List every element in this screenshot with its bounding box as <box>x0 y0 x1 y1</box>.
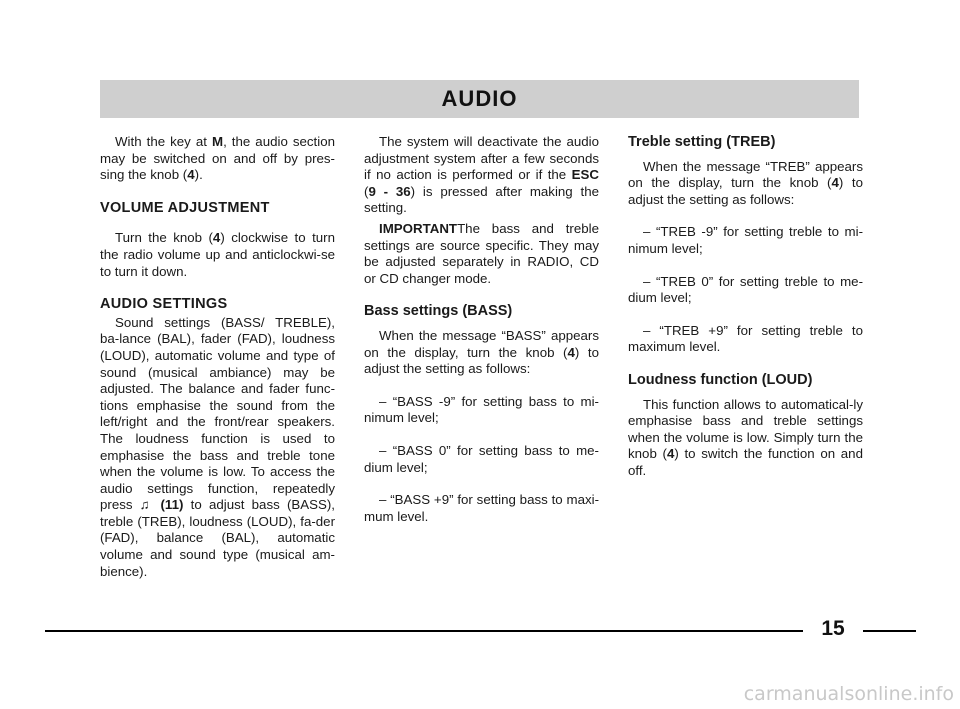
loudness-paragraph: This function allows to automatical-ly emphasise bass and treble settings when the volume is low. Simply turn the knob (4) to switch the function on and off. <box>628 396 863 478</box>
column-2 <box>364 134 599 541</box>
audio-settings-paragraph: Sound settings (BASS/ TREBLE), ba-lance (BAL), fader (FAD), loudness (LOUD), automatic volume and type of sound (musical ambiance) may be adjusted. The balance and fader func-tions emphasise the sound from the left/right and the front/rear speakers. The loudness function is used to emphasise the bass and treble tone when the volume is low. To access the audio settings function, repeatedly press ♫ (11) to adjust bass (BASS), treble (TREB), loudness (LOUD), fa-der (FAD), balance (BAL), automatic volume and sound type (musical am-bience). <box>100 314 335 579</box>
bass-heading: Bass settings (BASS) <box>364 303 513 320</box>
footer-rule-right <box>863 630 916 632</box>
intro-paragraph: With the key at M, the audio section may be switched on and off by pres-sing the knob (4). <box>100 134 335 183</box>
volume-paragraph: Turn the knob (4) clockwise to turn the radio volume up and anticlockwi-se to turn it down. <box>100 230 335 279</box>
deactivate-paragraph: The system will deactivate the audio adjustment system after a few seconds if no action is performed or if the ESC (9 - 36) is pressed after making the setting. <box>364 134 599 216</box>
treble-item-max: – “TREB +9” for setting treble to maximum level. <box>628 322 863 355</box>
treble-intro: When the message “TREB” appears on the display, turn the knob (4) to adjust the setting as follows: <box>628 158 863 207</box>
volume-heading: VOLUME ADJUSTMENT <box>100 199 270 216</box>
important-label: IMPORTANT <box>379 220 458 236</box>
treble-item-mid: – “TREB 0” for setting treble to me-dium level; <box>628 273 863 306</box>
treble-item-min: – “TREB -9” for setting treble to mi-nimum level; <box>628 224 863 256</box>
bass-item-min: – “BASS -9” for setting bass to mi-nimum level; <box>364 393 599 426</box>
key-m: M <box>211 134 224 149</box>
treble-heading: Treble setting (TREB) <box>628 134 776 150</box>
bass-intro: When the message “BASS” appears on the display, turn the knob (4) to adjust the setting as follows: <box>364 327 599 377</box>
footer-rule-left <box>45 630 803 632</box>
section-header-band <box>100 80 859 118</box>
music-note-icon: ♫ <box>139 497 154 513</box>
watermark: carmanualsonline.info <box>743 683 954 705</box>
column-3 <box>628 134 863 496</box>
audio-settings-heading: AUDIO SETTINGS <box>100 296 228 313</box>
loudness-heading: Loudness function (LOUD) <box>628 371 813 388</box>
bass-item-mid: – “BASS 0” for setting bass to me-dium level; <box>364 442 599 475</box>
section-title: AUDIO <box>441 86 518 111</box>
column-1 <box>100 134 335 596</box>
page-number: 15 <box>821 617 845 640</box>
bass-item-max: – “BASS +9” for setting bass to maxi-mum level. <box>364 492 599 524</box>
important-note: IMPORTANTThe bass and treble settings are source specific. They may be adjusted separately in RADIO, CD or CD changer mode. <box>364 220 599 286</box>
